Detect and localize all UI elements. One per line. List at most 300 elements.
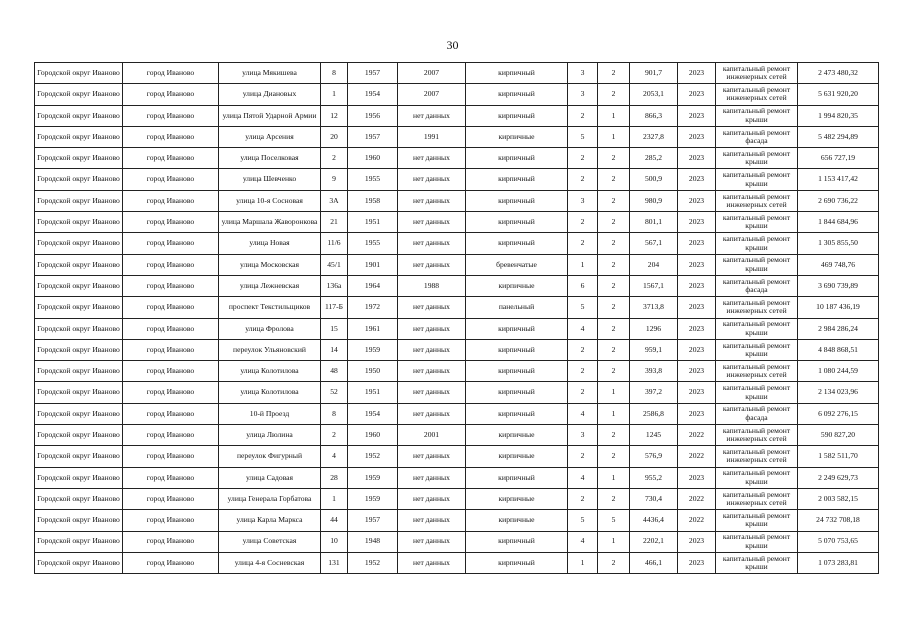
cost-cell: 1 582 511,70 (798, 446, 879, 467)
street-cell: улица Новая (219, 233, 321, 254)
table-row (35, 275, 879, 296)
municipality-cell: Городской округ Иваново (35, 105, 123, 126)
wall-material-cell: кирпичные (466, 126, 568, 147)
wall-material-cell: кирпичный (466, 361, 568, 382)
year-built-cell: 1955 (348, 169, 398, 190)
year-built-cell: 1961 (348, 318, 398, 339)
floors-cell: 3 (568, 63, 598, 84)
settlement-cell: город Иваново (123, 212, 219, 233)
wall-material-cell: кирпичный (466, 169, 568, 190)
floors-cell: 2 (568, 488, 598, 509)
table-row (35, 105, 879, 126)
year-built-cell: 1948 (348, 531, 398, 552)
cost-cell: 2 984 286,24 (798, 318, 879, 339)
area-cell: 393,8 (630, 361, 678, 382)
planned-year-cell: 2023 (678, 212, 716, 233)
entrances-cell: 2 (598, 488, 630, 509)
municipality-cell: Городской округ Иваново (35, 403, 123, 424)
wall-material-cell: кирпичный (466, 212, 568, 233)
year-built-cell: 1972 (348, 297, 398, 318)
cost-cell: 10 187 436,19 (798, 297, 879, 318)
last-repair-year-cell: нет данных (398, 382, 466, 403)
repair-type-cell: капитальный ремонт крыши (716, 212, 798, 233)
planned-year-cell: 2022 (678, 488, 716, 509)
floors-cell: 3 (568, 190, 598, 211)
last-repair-year-cell: 1988 (398, 275, 466, 296)
settlement-cell: город Иваново (123, 254, 219, 275)
street-cell: переулок Ульяновский (219, 339, 321, 360)
floors-cell: 2 (568, 446, 598, 467)
wall-material-cell: панельный (466, 297, 568, 318)
street-cell: 10-й Проезд (219, 403, 321, 424)
year-built-cell: 1957 (348, 63, 398, 84)
floors-cell: 3 (568, 84, 598, 105)
street-cell: проспект Текстильщиков (219, 297, 321, 318)
year-built-cell: 1959 (348, 488, 398, 509)
last-repair-year-cell: нет данных (398, 510, 466, 531)
municipality-cell: Городской округ Иваново (35, 425, 123, 446)
wall-material-cell: кирпичный (466, 339, 568, 360)
table-row (35, 552, 879, 573)
table-row (35, 531, 879, 552)
entrances-cell: 1 (598, 467, 630, 488)
planned-year-cell: 2022 (678, 510, 716, 531)
wall-material-cell: кирпичные (466, 425, 568, 446)
planned-year-cell: 2023 (678, 339, 716, 360)
entrances-cell: 2 (598, 425, 630, 446)
cost-cell: 1 080 244,59 (798, 361, 879, 382)
house-number-cell: 44 (321, 510, 348, 531)
entrances-cell: 1 (598, 403, 630, 424)
cost-cell: 2 134 023,96 (798, 382, 879, 403)
settlement-cell: город Иваново (123, 297, 219, 318)
wall-material-cell: кирпичные (466, 510, 568, 531)
entrances-cell: 2 (598, 63, 630, 84)
repair-type-cell: капитальный ремонт фасада (716, 126, 798, 147)
planned-year-cell: 2023 (678, 233, 716, 254)
year-built-cell: 1951 (348, 382, 398, 403)
area-cell: 204 (630, 254, 678, 275)
municipality-cell: Городской округ Иваново (35, 382, 123, 403)
page-number: 30 (446, 38, 459, 52)
settlement-cell: город Иваново (123, 84, 219, 105)
last-repair-year-cell: нет данных (398, 339, 466, 360)
entrances-cell: 2 (598, 318, 630, 339)
street-cell: улица Пятой Ударной Армии (219, 105, 321, 126)
repair-type-cell: капитальный ремонт крыши (716, 510, 798, 531)
table-row (35, 84, 879, 105)
table-row (35, 382, 879, 403)
table-row (35, 510, 879, 531)
house-number-cell: 1 (321, 84, 348, 105)
house-number-cell: 8 (321, 403, 348, 424)
settlement-cell: город Иваново (123, 403, 219, 424)
repair-type-cell: капитальный ремонт фасада (716, 275, 798, 296)
wall-material-cell: кирпичный (466, 552, 568, 573)
repair-type-cell: капитальный ремонт крыши (716, 467, 798, 488)
table-row (35, 318, 879, 339)
area-cell: 3713,8 (630, 297, 678, 318)
last-repair-year-cell: нет данных (398, 467, 466, 488)
year-built-cell: 1959 (348, 467, 398, 488)
repair-type-cell: капитальный ремонт инженерных сетей (716, 425, 798, 446)
wall-material-cell: кирпичный (466, 148, 568, 169)
house-number-cell: 11/6 (321, 233, 348, 254)
planned-year-cell: 2023 (678, 105, 716, 126)
table-row (35, 212, 879, 233)
settlement-cell: город Иваново (123, 467, 219, 488)
entrances-cell: 2 (598, 169, 630, 190)
cost-cell: 1 305 855,50 (798, 233, 879, 254)
house-number-cell: 4 (321, 446, 348, 467)
municipality-cell: Городской округ Иваново (35, 190, 123, 211)
entrances-cell: 2 (598, 84, 630, 105)
area-cell: 4436,4 (630, 510, 678, 531)
municipality-cell: Городской округ Иваново (35, 318, 123, 339)
floors-cell: 2 (568, 382, 598, 403)
floors-cell: 1 (568, 552, 598, 573)
floors-cell: 4 (568, 531, 598, 552)
settlement-cell: город Иваново (123, 148, 219, 169)
year-built-cell: 1951 (348, 212, 398, 233)
street-cell: улица Лежневская (219, 275, 321, 296)
settlement-cell: город Иваново (123, 169, 219, 190)
repair-type-cell: капитальный ремонт крыши (716, 318, 798, 339)
floors-cell: 2 (568, 233, 598, 254)
wall-material-cell: кирпичные (466, 488, 568, 509)
cost-cell: 1 153 417,42 (798, 169, 879, 190)
table-row (35, 169, 879, 190)
wall-material-cell: кирпичный (466, 531, 568, 552)
cost-cell: 4 848 868,51 (798, 339, 879, 360)
floors-cell: 6 (568, 275, 598, 296)
planned-year-cell: 2023 (678, 297, 716, 318)
planned-year-cell: 2023 (678, 403, 716, 424)
wall-material-cell: кирпичный (466, 63, 568, 84)
municipality-cell: Городской округ Иваново (35, 169, 123, 190)
year-built-cell: 1950 (348, 361, 398, 382)
wall-material-cell: кирпичный (466, 190, 568, 211)
last-repair-year-cell: нет данных (398, 148, 466, 169)
entrances-cell: 2 (598, 297, 630, 318)
settlement-cell: город Иваново (123, 382, 219, 403)
repair-type-cell: капитальный ремонт крыши (716, 233, 798, 254)
house-number-cell: 20 (321, 126, 348, 147)
floors-cell: 2 (568, 339, 598, 360)
table-row (35, 233, 879, 254)
area-cell: 2586,8 (630, 403, 678, 424)
settlement-cell: город Иваново (123, 233, 219, 254)
repair-type-cell: капитальный ремонт инженерных сетей (716, 488, 798, 509)
floors-cell: 4 (568, 403, 598, 424)
repair-type-cell: капитальный ремонт крыши (716, 148, 798, 169)
last-repair-year-cell: нет данных (398, 254, 466, 275)
area-cell: 285,2 (630, 148, 678, 169)
municipality-cell: Городской округ Иваново (35, 254, 123, 275)
street-cell: улица Советская (219, 531, 321, 552)
street-cell: улица Московская (219, 254, 321, 275)
street-cell: улица 4-я Сосневская (219, 552, 321, 573)
cost-cell: 2 003 582,15 (798, 488, 879, 509)
area-cell: 866,3 (630, 105, 678, 126)
cost-cell: 2 690 736,22 (798, 190, 879, 211)
house-number-cell: 9 (321, 169, 348, 190)
municipality-cell: Городской округ Иваново (35, 446, 123, 467)
area-cell: 1245 (630, 425, 678, 446)
planned-year-cell: 2023 (678, 63, 716, 84)
settlement-cell: город Иваново (123, 446, 219, 467)
planned-year-cell: 2023 (678, 531, 716, 552)
entrances-cell: 2 (598, 446, 630, 467)
cost-cell: 2 249 629,73 (798, 467, 879, 488)
floors-cell: 4 (568, 318, 598, 339)
area-cell: 2202,1 (630, 531, 678, 552)
entrances-cell: 2 (598, 190, 630, 211)
planned-year-cell: 2023 (678, 552, 716, 573)
area-cell: 1567,1 (630, 275, 678, 296)
municipality-cell: Городской округ Иваново (35, 297, 123, 318)
municipality-cell: Городской округ Иваново (35, 84, 123, 105)
house-number-cell: 21 (321, 212, 348, 233)
house-number-cell: 136а (321, 275, 348, 296)
house-number-cell: 2 (321, 425, 348, 446)
street-cell: улица Диановых (219, 84, 321, 105)
house-number-cell: 45/1 (321, 254, 348, 275)
house-number-cell: 12 (321, 105, 348, 126)
entrances-cell: 1 (598, 126, 630, 147)
floors-cell: 4 (568, 467, 598, 488)
table-row (35, 425, 879, 446)
area-cell: 500,9 (630, 169, 678, 190)
last-repair-year-cell: нет данных (398, 233, 466, 254)
repair-type-cell: капитальный ремонт крыши (716, 382, 798, 403)
cost-cell: 3 690 739,89 (798, 275, 879, 296)
last-repair-year-cell: нет данных (398, 531, 466, 552)
repair-type-cell: капитальный ремонт инженерных сетей (716, 84, 798, 105)
floors-cell: 3 (568, 425, 598, 446)
wall-material-cell: бревенчатые (466, 254, 568, 275)
building-repair-table (34, 62, 879, 574)
year-built-cell: 1957 (348, 510, 398, 531)
table-row (35, 488, 879, 509)
last-repair-year-cell: нет данных (398, 318, 466, 339)
year-built-cell: 1952 (348, 446, 398, 467)
planned-year-cell: 2022 (678, 446, 716, 467)
entrances-cell: 2 (598, 339, 630, 360)
settlement-cell: город Иваново (123, 531, 219, 552)
area-cell: 567,1 (630, 233, 678, 254)
table-row (35, 126, 879, 147)
repair-type-cell: капитальный ремонт инженерных сетей (716, 190, 798, 211)
municipality-cell: Городской округ Иваново (35, 212, 123, 233)
street-cell: улица Карла Маркса (219, 510, 321, 531)
house-number-cell: 28 (321, 467, 348, 488)
municipality-cell: Городской округ Иваново (35, 361, 123, 382)
last-repair-year-cell: 1991 (398, 126, 466, 147)
street-cell: улица Шевченко (219, 169, 321, 190)
entrances-cell: 2 (598, 148, 630, 169)
municipality-cell: Городской округ Иваново (35, 467, 123, 488)
entrances-cell: 1 (598, 105, 630, 126)
wall-material-cell: кирпичный (466, 318, 568, 339)
planned-year-cell: 2023 (678, 275, 716, 296)
wall-material-cell: кирпичный (466, 233, 568, 254)
street-cell: улица Арсения (219, 126, 321, 147)
year-built-cell: 1960 (348, 425, 398, 446)
municipality-cell: Городской округ Иваново (35, 233, 123, 254)
floors-cell: 2 (568, 148, 598, 169)
street-cell: улица Колотилова (219, 361, 321, 382)
cost-cell: 2 473 480,32 (798, 63, 879, 84)
wall-material-cell: кирпичный (466, 84, 568, 105)
area-cell: 980,9 (630, 190, 678, 211)
wall-material-cell: кирпичные (466, 446, 568, 467)
settlement-cell: город Иваново (123, 63, 219, 84)
street-cell: улица Генерала Горбатова (219, 488, 321, 509)
cost-cell: 1 073 283,81 (798, 552, 879, 573)
planned-year-cell: 2023 (678, 318, 716, 339)
area-cell: 2327,8 (630, 126, 678, 147)
table-body (35, 63, 879, 574)
year-built-cell: 1960 (348, 148, 398, 169)
planned-year-cell: 2023 (678, 126, 716, 147)
area-cell: 801,1 (630, 212, 678, 233)
settlement-cell: город Иваново (123, 510, 219, 531)
settlement-cell: город Иваново (123, 488, 219, 509)
house-number-cell: 14 (321, 339, 348, 360)
table-row (35, 339, 879, 360)
repair-type-cell: капитальный ремонт крыши (716, 254, 798, 275)
table-row (35, 446, 879, 467)
last-repair-year-cell: нет данных (398, 190, 466, 211)
municipality-cell: Городской округ Иваново (35, 339, 123, 360)
house-number-cell: 10 (321, 531, 348, 552)
repair-type-cell: капитальный ремонт инженерных сетей (716, 63, 798, 84)
house-number-cell: 52 (321, 382, 348, 403)
area-cell: 959,1 (630, 339, 678, 360)
floors-cell: 5 (568, 510, 598, 531)
repair-type-cell: капитальный ремонт крыши (716, 531, 798, 552)
last-repair-year-cell: нет данных (398, 169, 466, 190)
settlement-cell: город Иваново (123, 318, 219, 339)
entrances-cell: 2 (598, 275, 630, 296)
street-cell: улица Мякишева (219, 63, 321, 84)
repair-type-cell: капитальный ремонт фасада (716, 403, 798, 424)
entrances-cell: 2 (598, 361, 630, 382)
year-built-cell: 1957 (348, 126, 398, 147)
cost-cell: 1 844 684,96 (798, 212, 879, 233)
house-number-cell: 131 (321, 552, 348, 573)
floors-cell: 2 (568, 361, 598, 382)
year-built-cell: 1954 (348, 84, 398, 105)
planned-year-cell: 2022 (678, 425, 716, 446)
table-row (35, 297, 879, 318)
street-cell: переулок Фигурный (219, 446, 321, 467)
cost-cell: 469 748,76 (798, 254, 879, 275)
repair-type-cell: капитальный ремонт инженерных сетей (716, 446, 798, 467)
last-repair-year-cell: нет данных (398, 403, 466, 424)
wall-material-cell: кирпичный (466, 403, 568, 424)
planned-year-cell: 2023 (678, 84, 716, 105)
year-built-cell: 1955 (348, 233, 398, 254)
area-cell: 397,2 (630, 382, 678, 403)
floors-cell: 5 (568, 297, 598, 318)
repair-type-cell: капитальный ремонт крыши (716, 105, 798, 126)
year-built-cell: 1952 (348, 552, 398, 573)
house-number-cell: 48 (321, 361, 348, 382)
last-repair-year-cell: нет данных (398, 297, 466, 318)
repair-type-cell: капитальный ремонт крыши (716, 169, 798, 190)
entrances-cell: 1 (598, 531, 630, 552)
wall-material-cell: кирпичный (466, 382, 568, 403)
last-repair-year-cell: 2001 (398, 425, 466, 446)
repair-type-cell: капитальный ремонт инженерных сетей (716, 361, 798, 382)
municipality-cell: Городской округ Иваново (35, 275, 123, 296)
entrances-cell: 2 (598, 254, 630, 275)
floors-cell: 2 (568, 212, 598, 233)
last-repair-year-cell: нет данных (398, 488, 466, 509)
planned-year-cell: 2023 (678, 190, 716, 211)
entrances-cell: 2 (598, 552, 630, 573)
wall-material-cell: кирпичный (466, 467, 568, 488)
planned-year-cell: 2023 (678, 254, 716, 275)
area-cell: 901,7 (630, 63, 678, 84)
last-repair-year-cell: 2007 (398, 84, 466, 105)
area-cell: 576,9 (630, 446, 678, 467)
house-number-cell: 117-Б (321, 297, 348, 318)
street-cell: улица 10-я Сосновая (219, 190, 321, 211)
area-cell: 730,4 (630, 488, 678, 509)
street-cell: улица Люлина (219, 425, 321, 446)
year-built-cell: 1959 (348, 339, 398, 360)
house-number-cell: 15 (321, 318, 348, 339)
floors-cell: 5 (568, 126, 598, 147)
entrances-cell: 5 (598, 510, 630, 531)
house-number-cell: 1 (321, 488, 348, 509)
street-cell: улица Маршала Жаворонкова (219, 212, 321, 233)
table-row (35, 190, 879, 211)
last-repair-year-cell: 2007 (398, 63, 466, 84)
municipality-cell: Городской округ Иваново (35, 148, 123, 169)
settlement-cell: город Иваново (123, 425, 219, 446)
entrances-cell: 2 (598, 212, 630, 233)
planned-year-cell: 2023 (678, 467, 716, 488)
settlement-cell: город Иваново (123, 361, 219, 382)
street-cell: улица Колотилова (219, 382, 321, 403)
planned-year-cell: 2023 (678, 361, 716, 382)
cost-cell: 5 631 920,20 (798, 84, 879, 105)
year-built-cell: 1956 (348, 105, 398, 126)
last-repair-year-cell: нет данных (398, 361, 466, 382)
year-built-cell: 1958 (348, 190, 398, 211)
table-row (35, 148, 879, 169)
house-number-cell: 3А (321, 190, 348, 211)
municipality-cell: Городской округ Иваново (35, 510, 123, 531)
planned-year-cell: 2023 (678, 148, 716, 169)
table-row (35, 254, 879, 275)
cost-cell: 5 070 753,65 (798, 531, 879, 552)
table-row (35, 467, 879, 488)
table-row (35, 63, 879, 84)
cost-cell: 24 732 708,18 (798, 510, 879, 531)
settlement-cell: город Иваново (123, 552, 219, 573)
floors-cell: 2 (568, 105, 598, 126)
area-cell: 466,1 (630, 552, 678, 573)
cost-cell: 6 092 276,15 (798, 403, 879, 424)
last-repair-year-cell: нет данных (398, 212, 466, 233)
last-repair-year-cell: нет данных (398, 552, 466, 573)
settlement-cell: город Иваново (123, 105, 219, 126)
